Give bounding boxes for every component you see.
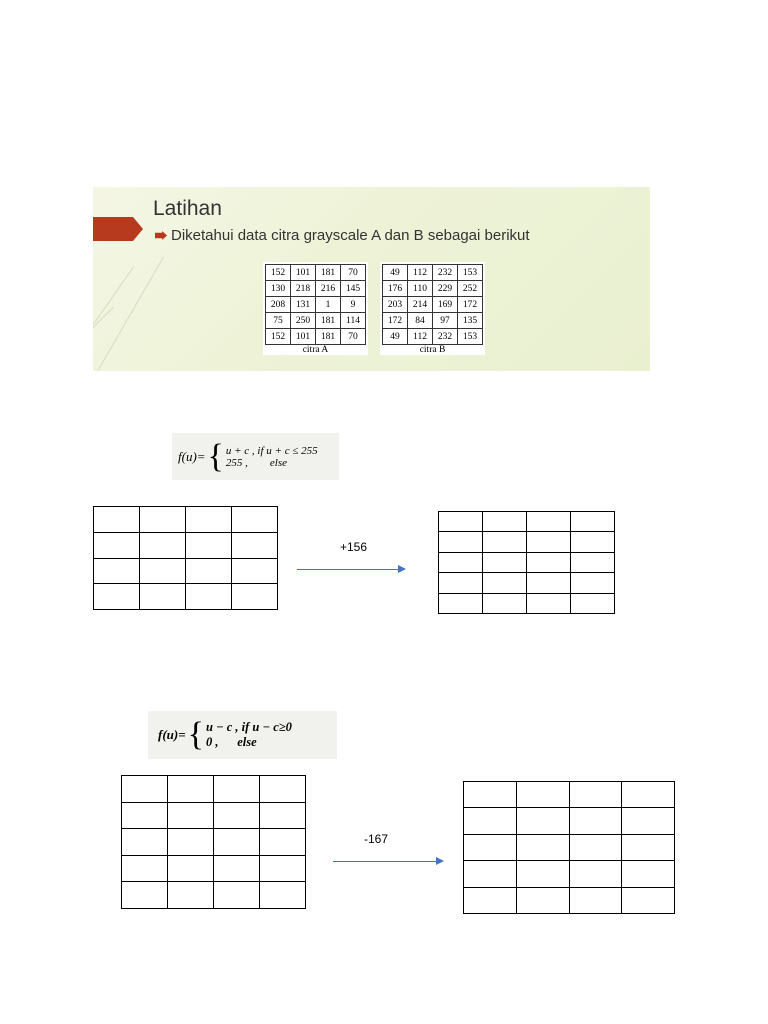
grid-cell	[260, 855, 306, 882]
grid-cell	[260, 776, 306, 803]
grid-row	[439, 532, 615, 552]
grid-row	[122, 829, 306, 856]
matrix-row	[266, 281, 366, 297]
grid-cell	[186, 532, 232, 558]
grid-cell	[516, 808, 569, 834]
grid-cell	[122, 855, 168, 882]
grid-cell	[214, 776, 260, 803]
grid-cell	[464, 808, 517, 834]
grid-row	[94, 532, 278, 558]
grid-cell	[186, 584, 232, 610]
citra-b-table	[382, 264, 483, 345]
grid-cell	[260, 829, 306, 856]
grid-cell	[483, 532, 527, 552]
formula-sub-case1: u − c , if u − c≥0	[205, 720, 292, 734]
matrix-cell: 9	[341, 297, 366, 313]
grid-cell	[439, 532, 483, 552]
matrix-row	[383, 297, 483, 313]
grid-row	[439, 512, 615, 532]
grid-cell	[260, 802, 306, 829]
grid-cell	[94, 558, 140, 584]
grid-cell	[569, 861, 622, 887]
grid-cell	[527, 552, 571, 572]
slide-subtitle: Diketahui data citra grayscale A dan B sebagai berikut	[171, 227, 530, 244]
grid-cell	[214, 855, 260, 882]
matrix-cell: 101	[291, 329, 316, 345]
citra-b-block	[380, 262, 485, 355]
grid-cell	[622, 887, 675, 913]
grid-cell	[232, 532, 278, 558]
grid-cell	[260, 882, 306, 909]
matrix-cell: 101	[291, 265, 316, 281]
grid-cell	[527, 593, 571, 613]
grid-row	[464, 861, 675, 887]
matrix-cell: 97	[433, 313, 458, 329]
matrix-row	[266, 297, 366, 313]
grid-cell	[140, 532, 186, 558]
grid-cell	[122, 802, 168, 829]
grid-cell	[122, 882, 168, 909]
matrix-cell: 169	[433, 297, 458, 313]
grid-cell	[622, 834, 675, 860]
grid-row	[439, 552, 615, 572]
grid-cell	[186, 558, 232, 584]
grid-cell	[516, 887, 569, 913]
citra-a-table	[265, 264, 366, 345]
grid-cell	[168, 882, 214, 909]
brace-icon: {	[187, 716, 204, 753]
formula-sub	[148, 711, 337, 759]
grid-row	[464, 834, 675, 860]
grid-cell	[569, 808, 622, 834]
slide-title: Latihan	[153, 197, 222, 220]
grid-row	[94, 584, 278, 610]
grid-row	[464, 782, 675, 808]
grid-cell	[622, 808, 675, 834]
grid-cell	[516, 834, 569, 860]
formula-add-case2: 255 , else	[225, 456, 287, 469]
matrix-row	[383, 265, 483, 281]
grid-cell	[214, 802, 260, 829]
grid-cell	[464, 861, 517, 887]
arrow-add-line	[297, 569, 398, 570]
slide-accent-tab	[93, 217, 143, 241]
matrix-cell: 49	[383, 329, 408, 345]
matrix-cell: 216	[316, 281, 341, 297]
bullet-arrow-icon	[155, 231, 167, 240]
matrix-cell: 114	[341, 313, 366, 329]
matrix-cell: 172	[383, 313, 408, 329]
grid-cell	[571, 512, 615, 532]
matrix-cell: 203	[383, 297, 408, 313]
matrix-cell: 181	[316, 313, 341, 329]
citra-b-caption: citra B	[419, 345, 446, 355]
citra-a-block	[263, 262, 368, 355]
input-grid-sub	[121, 775, 306, 909]
matrix-cell: 130	[266, 281, 291, 297]
matrix-row	[266, 313, 366, 329]
formula-add	[172, 433, 339, 480]
grid-cell	[140, 558, 186, 584]
grid-cell	[122, 829, 168, 856]
output-grid-add	[438, 511, 615, 614]
matrix-cell: 181	[316, 329, 341, 345]
input-grid-add	[93, 506, 278, 610]
grid-cell	[464, 782, 517, 808]
grid-row	[439, 593, 615, 613]
grid-cell	[168, 776, 214, 803]
matrix-cell: 214	[408, 297, 433, 313]
matrix-cell: 172	[458, 297, 483, 313]
matrix-row	[383, 281, 483, 297]
grid-row	[122, 802, 306, 829]
grid-cell	[439, 573, 483, 593]
matrix-cell: 153	[458, 329, 483, 345]
grid-row	[122, 882, 306, 909]
matrix-cell: 252	[458, 281, 483, 297]
matrix-cell: 152	[266, 265, 291, 281]
matrix-cell: 112	[408, 265, 433, 281]
grid-cell	[140, 584, 186, 610]
matrix-cell: 112	[408, 329, 433, 345]
grid-cell	[527, 532, 571, 552]
matrix-cell: 84	[408, 313, 433, 329]
grid-cell	[439, 512, 483, 532]
grid-cell	[122, 776, 168, 803]
brace-icon: {	[207, 437, 224, 475]
matrix-cell: 110	[408, 281, 433, 297]
grid-cell	[94, 532, 140, 558]
grid-cell	[214, 829, 260, 856]
matrix-cell: 176	[383, 281, 408, 297]
matrix-row	[383, 329, 483, 345]
grid-row	[94, 558, 278, 584]
grid-cell	[569, 834, 622, 860]
grid-row	[122, 855, 306, 882]
output-grid-sub	[463, 781, 675, 914]
formula-add-case1: u + c , if u + c ≤ 255	[225, 444, 318, 457]
matrix-cell: 49	[383, 265, 408, 281]
grid-row	[464, 808, 675, 834]
matrix-cell: 232	[433, 265, 458, 281]
matrix-cell: 229	[433, 281, 458, 297]
formula-sub-lhs: f(u)=	[158, 727, 186, 742]
matrix-row	[266, 329, 366, 345]
matrix-cell: 1	[316, 297, 341, 313]
grid-row	[94, 507, 278, 533]
arrow-right-icon	[436, 857, 444, 865]
grid-row	[464, 887, 675, 913]
matrix-cell: 208	[266, 297, 291, 313]
matrix-cell: 218	[291, 281, 316, 297]
matrix-cell: 75	[266, 313, 291, 329]
matrix-cell: 232	[433, 329, 458, 345]
grid-cell	[464, 834, 517, 860]
grid-cell	[168, 829, 214, 856]
grid-cell	[483, 552, 527, 572]
formula-sub-case2: 0 , else	[205, 735, 257, 749]
grid-cell	[622, 861, 675, 887]
grid-cell	[569, 782, 622, 808]
grid-cell	[232, 558, 278, 584]
matrix-cell: 152	[266, 329, 291, 345]
grid-cell	[439, 552, 483, 572]
grid-cell	[94, 584, 140, 610]
grid-cell	[527, 512, 571, 532]
grid-cell	[483, 512, 527, 532]
matrix-cell: 70	[341, 265, 366, 281]
grid-cell	[439, 593, 483, 613]
arrow-sub-line	[333, 861, 436, 862]
grid-cell	[527, 573, 571, 593]
grid-cell	[569, 887, 622, 913]
grid-cell	[622, 782, 675, 808]
grid-cell	[571, 552, 615, 572]
grid-cell	[214, 882, 260, 909]
grid-cell	[464, 887, 517, 913]
grid-cell	[571, 573, 615, 593]
grid-cell	[232, 584, 278, 610]
matrix-cell: 70	[341, 329, 366, 345]
matrix-cell: 181	[316, 265, 341, 281]
grid-cell	[516, 782, 569, 808]
grid-cell	[571, 532, 615, 552]
op-add-label: +156	[340, 540, 368, 554]
grid-cell	[186, 507, 232, 533]
matrix-cell: 135	[458, 313, 483, 329]
grid-cell	[516, 861, 569, 887]
grid-row	[439, 573, 615, 593]
grid-cell	[571, 593, 615, 613]
grid-cell	[168, 855, 214, 882]
grid-cell	[140, 507, 186, 533]
citra-a-caption: citra A	[302, 345, 329, 355]
grid-cell	[232, 507, 278, 533]
matrix-row	[266, 265, 366, 281]
grid-row	[122, 776, 306, 803]
op-sub-label: -167	[364, 832, 389, 846]
grid-cell	[483, 573, 527, 593]
matrix-cell: 250	[291, 313, 316, 329]
grid-cell	[94, 507, 140, 533]
arrow-right-icon	[398, 565, 406, 573]
matrix-cell: 145	[341, 281, 366, 297]
formula-add-lhs: f(u)=	[178, 448, 206, 464]
matrix-cell: 131	[291, 297, 316, 313]
grid-cell	[483, 593, 527, 613]
grid-cell	[168, 802, 214, 829]
slide-image	[93, 187, 650, 371]
matrix-cell: 153	[458, 265, 483, 281]
matrix-row	[383, 313, 483, 329]
